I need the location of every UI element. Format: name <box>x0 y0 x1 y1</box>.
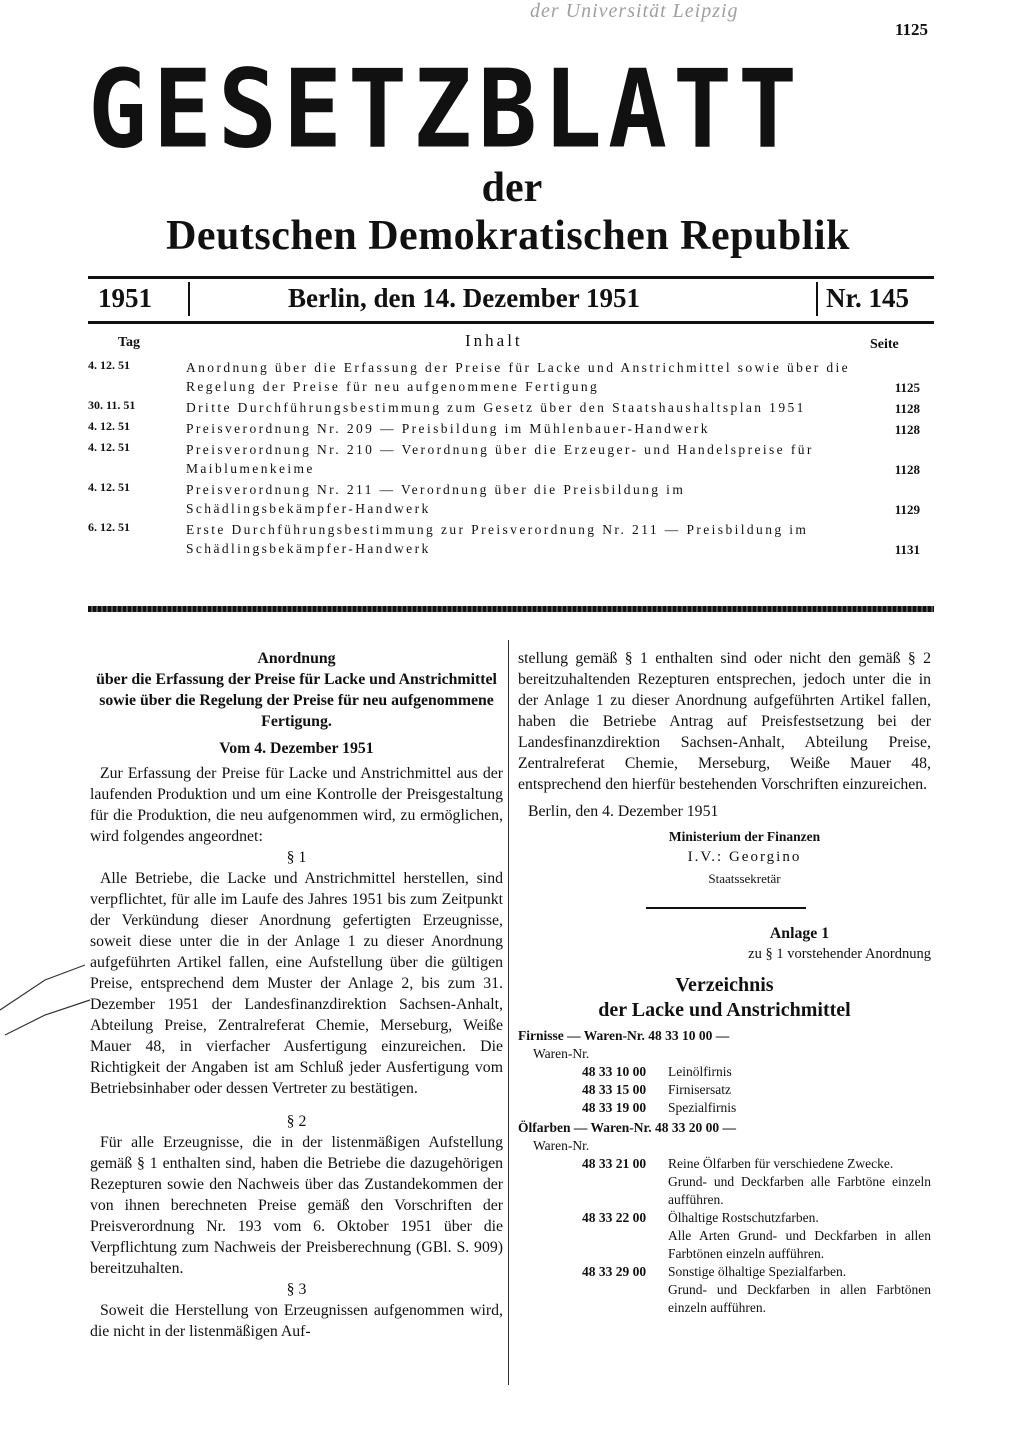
annex-subtitle: zu § 1 vorstehender Anordnung <box>748 946 931 962</box>
toc-entry <box>88 520 920 558</box>
toc-tag-label: Tag <box>118 335 141 350</box>
list-column-label: Waren-Nr. <box>533 1046 590 1061</box>
list-item <box>518 1081 931 1099</box>
annex-list <box>518 1027 931 1317</box>
toc-entry-page: 1129 <box>894 502 920 517</box>
section-heading: § 1 <box>286 849 307 866</box>
toc-bottom-rule <box>88 606 934 612</box>
list-column-label: Waren-Nr. <box>533 1138 590 1153</box>
dateline-divider <box>188 282 190 316</box>
table-of-contents <box>88 358 920 560</box>
toc-entry <box>88 358 920 396</box>
section-3-continued: stellung gemäß § 1 enthalten sind oder nicht den gemäß § 2 bereitzuhaltenden Rezepturen entsprechen, jedoch unter die in der Anlage 1 zu dieser Anordnung aufgeführten Artikel fallen, haben die Betriebe Antrag auf Preisfestsetzung bei der Landesfinanzdirektion Sachsen-Anhalt, Abteilung Preise, Zentralreferat Chemie, Merseburg, Weiße Mauer 48, entsprechend den hierfür bestehenden Vorschriften einzureichen. <box>518 650 931 793</box>
toc-entry-date: 30. 11. 51 <box>88 398 136 412</box>
toc-entry-title: Preisverordnung Nr. 210 — Verordnung über die Erzeuger- und Handelspreise für Maiblumenkeime <box>186 442 814 476</box>
library-stamp: der Universität Leipzig <box>530 0 739 22</box>
section-2-text: Für alle Erzeugnisse, die in der listenmäßigen Aufstellung gemäß § 1 enthalten sind, haben die Betriebe die dazugehörigen Rezepturen sowie den Nachweis über das Zustandekommen der von ihnen berechneten Preise gemäß den Vorschriften der Preisverordnung Nr. 193 vom 6. Oktober 1951 über die Verpflichtung zum Nachweis der Preisberechnung (GBl. S. 909) bereitzuhalten. <box>90 1134 503 1277</box>
toc-entry <box>88 480 920 518</box>
section-heading: § 2 <box>286 1113 307 1130</box>
toc-entry-title: Erste Durchführungsbestimmung zur Preisverordnung Nr. 211 — Preisbildung im Schädlingsbekämpfer-Handwerk <box>186 522 809 556</box>
toc-entry-date: 4. 12. 51 <box>88 440 130 454</box>
signer-name: I.V.: Georgino <box>687 849 802 865</box>
article-left-column <box>90 648 503 1342</box>
place-date: Berlin, den 4. Dezember 1951 <box>528 803 719 820</box>
toc-entry-date: 6. 12. 51 <box>88 520 130 534</box>
item-name: Firnisersatz <box>668 1082 731 1097</box>
ministry-name: Ministerium der Finanzen <box>668 829 821 844</box>
list-group-heading: Ölfarben — Waren-Nr. 48 33 20 00 — <box>518 1120 737 1135</box>
toc-entry-title: Preisverordnung Nr. 211 — Verordnung über die Preisbildung im Schädlingsbekämpfer-Handwerk <box>186 482 686 516</box>
toc-entry-page: 1131 <box>894 542 920 557</box>
item-note: Grund- und Deckfarben in allen Farbtönen einzeln aufführen. <box>668 1282 931 1315</box>
toc-entry-date: 4. 12. 51 <box>88 480 130 494</box>
item-code: 48 33 10 00 <box>582 1064 647 1079</box>
toc-inhalt-label: Inhalt <box>465 331 523 350</box>
item-name: Sonstige ölhaltige Spezialfarben. <box>668 1264 847 1279</box>
section-heading: § 3 <box>286 1281 307 1298</box>
item-note: Alle Arten Grund- und Deckfarben in allen Farbtönen einzeln aufführen. <box>668 1228 931 1261</box>
list-item <box>518 1155 931 1209</box>
article-subtitle: über die Erfassung der Preise für Lacke und Anstrichmittel sowie über die Regelung der Preise für neu aufgenommene Fertigung. <box>96 671 497 730</box>
item-code: 48 33 19 00 <box>582 1100 647 1115</box>
dateline-divider <box>816 282 818 316</box>
section-1-text: Alle Betriebe, die Lacke und Anstrichmittel herstellen, sind verpflichtet, für alle im Laufe des Jahres 1951 bis zum Zeitpunkt der Verkündung dieser Anordnung gefertigten Erzeugnisse, soweit diese unter die in der Anlage 1 zu dieser Anordnung aufgeführten Artikel fallen, eine Aufstellung über die gültigen Preise, entsprechend dem Muster der Anlage 2, bis zum 31. Dezember 1951 der Landesfinanzdirektion Sachsen-Anhalt, Abteilung Preise, Zentralreferat Chemie, Merseburg, Weiße Mauer 48, in vierfacher Ausfertigung einzureichen. Die Richtigkeit der Angaben ist am Schluß jeder Ausfertigung vom Betriebsinhaber oder dessen Vertreter zu bestätigen. <box>90 870 503 1097</box>
article-right-column <box>518 648 931 1317</box>
item-code: 48 33 22 00 <box>582 1210 647 1225</box>
pencil-margin-mark <box>0 940 95 1060</box>
toc-entry <box>88 398 920 417</box>
toc-entry-page: 1125 <box>894 380 920 395</box>
masthead-title: GESETZBLATT <box>88 47 804 173</box>
toc-entry-title: Dritte Durchführungsbestimmung zum Gesetz über den Staatshaushaltsplan 1951 <box>186 400 806 415</box>
toc-entry-page: 1128 <box>894 462 920 477</box>
toc-entry-title: Preisverordnung Nr. 209 — Preisbildung im Mühlenbauer-Handwerk <box>186 421 710 436</box>
issue-number: Nr. 145 <box>826 283 910 313</box>
list-group-heading: Firnisse — Waren-Nr. 48 33 10 00 — <box>518 1028 730 1043</box>
toc-seite-label: Seite <box>870 337 899 352</box>
item-note: Grund- und Deckfarben alle Farbtöne einzeln aufführen. <box>668 1174 931 1207</box>
item-code: 48 33 15 00 <box>582 1082 647 1097</box>
annex-heading-2: der Lacke und Anstrichmittel <box>598 999 851 1021</box>
toc-entry-date: 4. 12. 51 <box>88 358 130 372</box>
masthead-republic: Deutschen Demokratischen Republik <box>166 213 850 259</box>
annex-heading: Verzeichnis <box>675 974 774 996</box>
toc-entry-date: 4. 12. 51 <box>88 419 130 433</box>
article-date: Vom 4. Dezember 1951 <box>219 740 374 757</box>
toc-entry <box>88 419 920 438</box>
toc-entry-page: 1128 <box>894 422 920 437</box>
section-3-text: Soweit die Herstellung von Erzeugnissen aufgenommen wird, die nicht in der listenmäßigen Auf- <box>90 1302 503 1340</box>
list-item <box>518 1209 931 1263</box>
list-item <box>518 1099 931 1117</box>
list-item <box>518 1063 931 1081</box>
column-divider <box>508 640 509 1385</box>
masthead-der: der <box>481 165 543 211</box>
toc-entry-page: 1128 <box>894 401 920 416</box>
toc-entry-title: Anordnung über die Erfassung der Preise für Lacke und Anstrichmittel sowie über die Regelung der Preise für neu aufgenommene Fertigung <box>186 360 851 394</box>
dateline-bar <box>88 276 934 324</box>
article-intro: Zur Erfassung der Preise für Lacke und Anstrichmittel aus der laufenden Produktion und um eine Kontrolle der Preisgestaltung für die Produktion, die neu aufgenommen wird, zu ermöglichen, wird folgendes angeordnet: <box>90 765 503 845</box>
signature-rule <box>646 907 806 909</box>
article-title: Anordnung <box>257 650 336 667</box>
item-name: Ölhaltige Rostschutzfarben. <box>668 1210 819 1225</box>
item-name: Reine Ölfarben für verschiedene Zwecke. <box>668 1156 894 1171</box>
item-code: 48 33 29 00 <box>582 1264 647 1279</box>
list-item <box>518 1263 931 1317</box>
item-name: Spezialfirnis <box>668 1100 737 1115</box>
page-number: 1125 <box>894 20 928 39</box>
toc-entry <box>88 440 920 478</box>
item-name: Leinölfirnis <box>668 1064 732 1079</box>
item-code: 48 33 21 00 <box>582 1156 647 1171</box>
issue-date: Berlin, den 14. Dezember 1951 <box>288 283 640 313</box>
signer-title: Staatssekretär <box>708 871 781 886</box>
issue-year: 1951 <box>98 283 152 313</box>
annex-title: Anlage 1 <box>769 925 830 942</box>
